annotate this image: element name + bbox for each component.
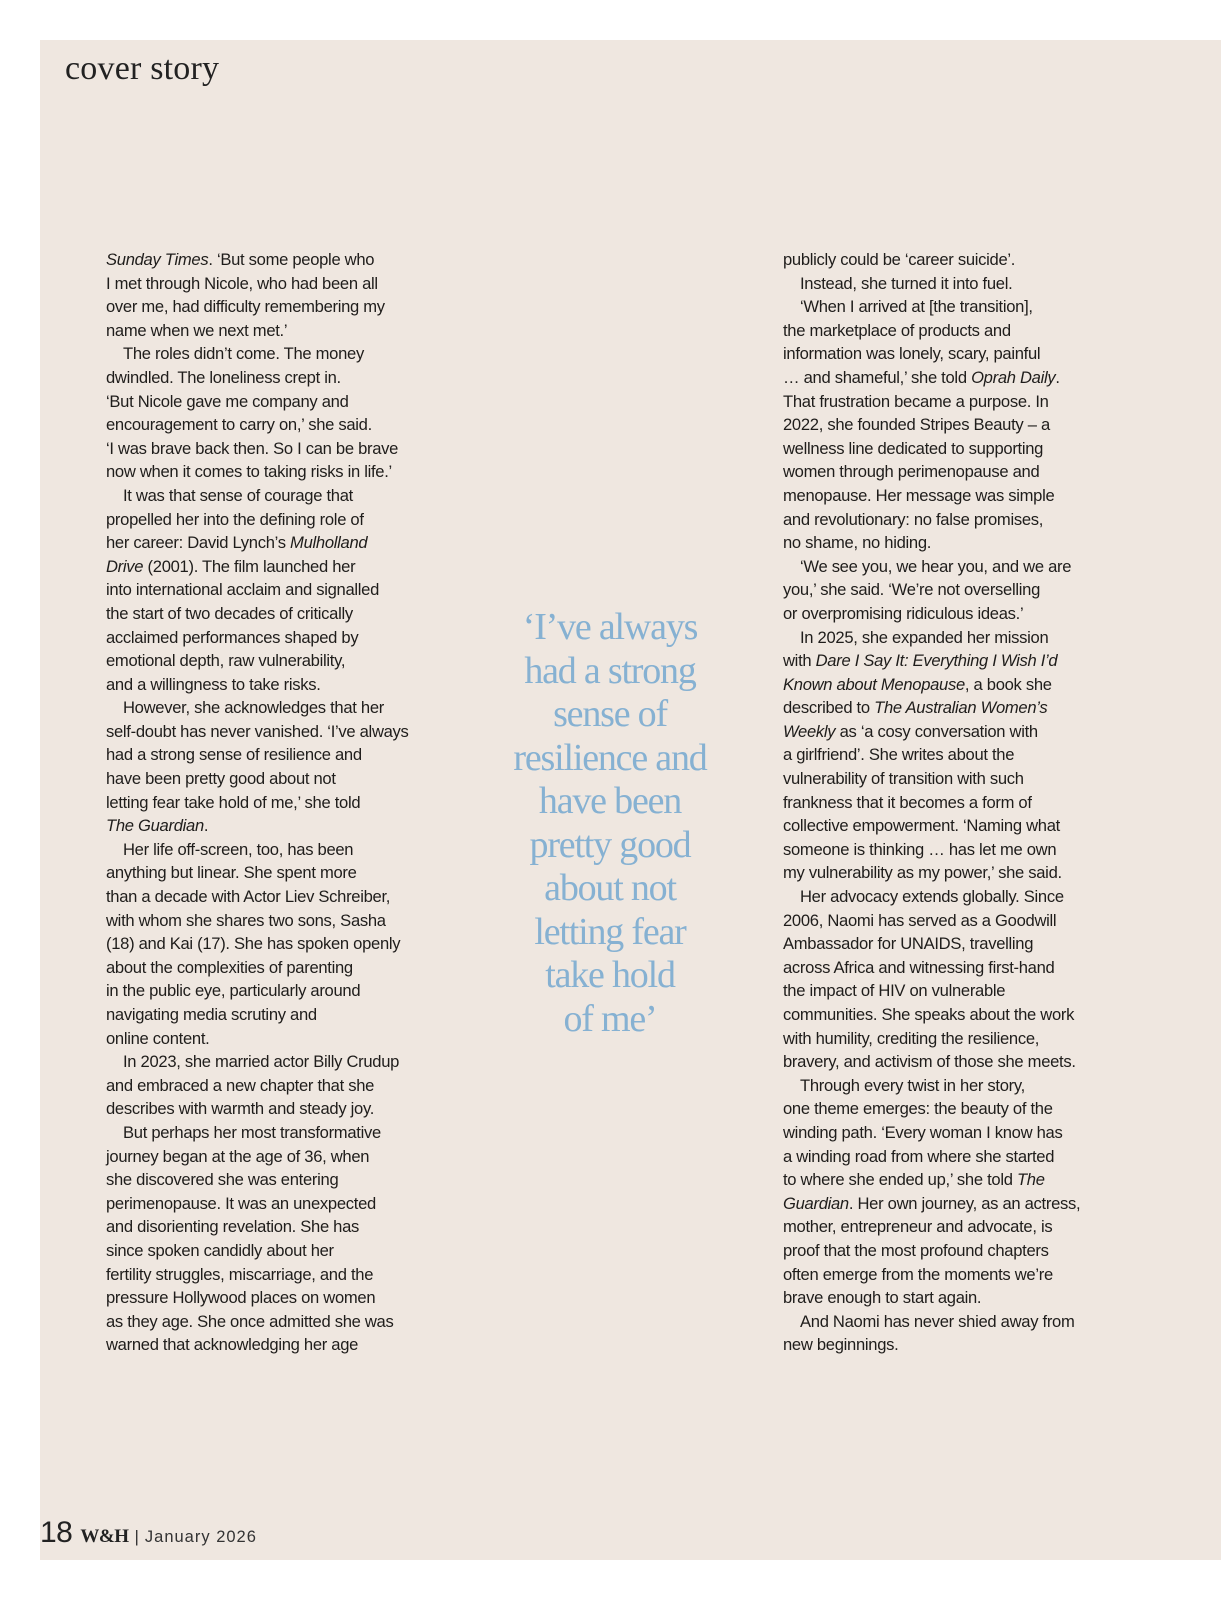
pull-quote-line: about not [544, 867, 676, 909]
text-run: dwindled. The loneliness crept in. [106, 367, 341, 387]
text-line [106, 1333, 436, 1357]
text-line [106, 814, 436, 838]
text-run: ‘But Nicole gave me company and [106, 391, 349, 411]
text-run: fertility struggles, miscarriage, and the [106, 1264, 374, 1284]
text-run: I met through Nicole, who had been all [106, 273, 378, 293]
text-run: Instead, she turned it into fuel. [800, 273, 1013, 293]
text-run: self-doubt has never vanished. ‘I’ve always [106, 721, 409, 741]
text-line [106, 508, 436, 532]
text-line [106, 342, 436, 366]
text-run: now when it comes to taking risks in life.’ [106, 462, 392, 482]
text-line [783, 460, 1123, 484]
text-line [106, 1097, 436, 1121]
text-run: . Her own journey, as an actress, [848, 1193, 1081, 1213]
text-line [783, 1003, 1123, 1027]
text-line [106, 861, 436, 885]
text-line [106, 649, 436, 673]
text-line [106, 979, 436, 1003]
text-run: 2006, Naomi has served as a Goodwill [783, 910, 1057, 930]
italic-text: The [1016, 1170, 1045, 1190]
text-run: with whom she shares two sons, Sasha [106, 910, 386, 930]
italic-text: The Australian Women’s [874, 698, 1048, 718]
text-run: winding path. ‘Every woman I know has [783, 1122, 1063, 1142]
italic-text: Drive [106, 556, 144, 576]
text-line [106, 1027, 436, 1051]
text-run: in the public eye, particularly around [106, 981, 361, 1001]
text-run: describes with warmth and steady joy. [106, 1099, 375, 1119]
text-line [783, 1333, 1123, 1357]
text-run: she discovered she was entering [106, 1170, 339, 1190]
text-line [106, 248, 436, 272]
text-line [106, 1074, 436, 1098]
text-line [783, 649, 1123, 673]
text-run: proof that the most profound chapters [783, 1240, 1049, 1260]
text-run: bravery, and activism of those she meets. [783, 1052, 1076, 1072]
magazine-page [40, 40, 1221, 1560]
text-run: my vulnerability as my power,’ she said. [783, 863, 1062, 883]
text-line [783, 413, 1123, 437]
text-run: , a book she [964, 674, 1052, 694]
text-run: with humility, crediting the resilience, [783, 1028, 1040, 1048]
text-run: women through perimenopause and [783, 462, 1040, 482]
pull-quote-line: have been [538, 780, 682, 822]
text-line [783, 932, 1123, 956]
text-run: information was lonely, scary, painful [783, 344, 1041, 364]
text-line [106, 1239, 436, 1263]
text-run: her career: David Lynch’s [106, 533, 291, 553]
italic-text: Sunday Times [106, 250, 209, 269]
pull-quote-line: resilience and [513, 736, 707, 779]
text-line [783, 838, 1123, 862]
text-run: have been pretty good about not [106, 769, 336, 789]
text-line [106, 696, 436, 720]
text-run: mother, entrepreneur and advocate, is [783, 1217, 1053, 1237]
pull-quote [480, 606, 740, 1041]
text-run: It was that sense of courage that [123, 485, 353, 505]
text-run: (18) and Kai (17). She has spoken openly [106, 934, 401, 954]
text-line [783, 1168, 1123, 1192]
text-run: a girlfriend’. She writes about the [783, 745, 1015, 765]
text-run: brave enough to start again. [783, 1288, 982, 1308]
text-run: letting fear take hold of me,’ she told [106, 792, 361, 812]
text-run: Through every twist in her story, [800, 1075, 1025, 1095]
text-line [106, 460, 436, 484]
text-line [106, 272, 436, 296]
italic-text: The Guardian [106, 816, 204, 836]
text-run: to where she ended up,’ she told [783, 1170, 1017, 1190]
text-line [106, 390, 436, 414]
text-run: or overpromising ridiculous ideas.’ [783, 603, 1024, 623]
text-line [106, 885, 436, 909]
text-line [106, 578, 436, 602]
text-line [783, 1239, 1123, 1263]
text-line [106, 1050, 436, 1074]
footer-separator: | [134, 1527, 139, 1546]
text-line [783, 1286, 1123, 1310]
text-run: Ambassador for UNAIDS, travelling [783, 934, 1034, 954]
text-line [783, 626, 1123, 650]
text-line [106, 838, 436, 862]
pull-quote-line: ‘I’ve always [522, 606, 698, 648]
text-run: no shame, no hiding. [783, 533, 932, 553]
text-run: and a willingness to take risks. [106, 674, 321, 694]
text-run: warned that acknowledging her age [106, 1335, 359, 1355]
text-line [783, 696, 1123, 720]
text-line [783, 342, 1123, 366]
text-run: However, she acknowledges that her [123, 698, 384, 718]
text-run: communities. She speaks about the work [783, 1005, 1075, 1024]
text-run: ‘I was brave back then. So I can be brave [106, 438, 399, 458]
text-line [783, 1027, 1123, 1051]
text-line [783, 366, 1123, 390]
text-run: . [203, 816, 209, 836]
italic-text: Dare I Say It: Everything I Wish I’d [815, 651, 1058, 671]
pull-quote-line: letting fear [534, 910, 686, 953]
text-run: In 2025, she expanded her mission [800, 627, 1049, 647]
text-line [783, 673, 1123, 697]
text-line [783, 319, 1123, 343]
text-run: ‘When I arrived at [the transition], [800, 297, 1033, 317]
text-line [783, 1097, 1123, 1121]
text-line [783, 885, 1123, 909]
text-run: name when we next met.’ [106, 320, 288, 340]
text-line [106, 555, 436, 579]
text-run: navigating media scrutiny and [106, 1005, 317, 1024]
text-run: In 2023, she married actor Billy Crudup [123, 1052, 400, 1072]
issue-date: January 2026 [144, 1528, 257, 1546]
text-line [106, 1215, 436, 1239]
italic-text: Mulholland [290, 533, 368, 553]
text-run: And Naomi has never shied away from [800, 1311, 1075, 1331]
text-line [106, 767, 436, 791]
text-line [106, 437, 436, 461]
text-line [783, 861, 1123, 885]
text-run: someone is thinking … has let me own [783, 839, 1057, 859]
text-run: over me, had difficulty remembering my [106, 297, 385, 317]
text-line [783, 979, 1123, 1003]
pull-quote-line: take hold [545, 954, 675, 996]
text-run: the impact of HIV on vulnerable [783, 981, 1006, 1001]
article-column-left [106, 248, 436, 1357]
page-number: 18 [40, 1516, 73, 1549]
text-line [783, 272, 1123, 296]
text-line [783, 555, 1123, 579]
text-run: collective empowerment. ‘Naming what [783, 816, 1060, 836]
text-line [106, 1168, 436, 1192]
text-run: across Africa and witnessing first-hand [783, 957, 1055, 977]
text-run: Her advocacy extends globally. Since [800, 887, 1064, 907]
text-line [106, 791, 436, 815]
text-run: pressure Hollywood places on women [106, 1288, 376, 1308]
italic-text: Known about Menopause [783, 674, 965, 694]
text-run: acclaimed performances shaped by [106, 627, 359, 647]
article-column-right [783, 248, 1123, 1357]
text-line [106, 626, 436, 650]
text-run: 2022, she founded Stripes Beauty – a [783, 415, 1050, 435]
text-run: one theme emerges: the beauty of the [783, 1099, 1053, 1119]
text-run: with [783, 651, 816, 671]
text-line [783, 956, 1123, 980]
text-run: had a strong sense of resilience and [106, 745, 362, 765]
text-line [783, 1263, 1123, 1287]
text-run: The roles didn’t come. The money [123, 344, 364, 364]
text-run: propelled her into the defining role of [106, 509, 364, 529]
text-run: as ‘a cosy conversation with [835, 721, 1038, 741]
text-line [783, 767, 1123, 791]
text-line [106, 909, 436, 933]
text-run: But perhaps her most transformative [123, 1122, 381, 1142]
text-line [783, 720, 1123, 744]
text-line [106, 531, 436, 555]
text-run: frankness that it becomes a form of [783, 792, 1032, 812]
italic-text: Oprah Daily [971, 367, 1056, 387]
text-line [106, 1003, 436, 1027]
text-run: than a decade with Actor Liev Schreiber, [106, 887, 391, 907]
text-run: and embraced a new chapter that she [106, 1075, 375, 1095]
text-run: described to [783, 698, 875, 718]
pull-quote-line: sense of [553, 693, 667, 735]
text-line [106, 413, 436, 437]
text-line [106, 673, 436, 697]
text-line [106, 1121, 436, 1145]
text-line [783, 1074, 1123, 1098]
text-run: … and shameful,’ she told [783, 367, 972, 387]
text-line [106, 1145, 436, 1169]
text-line [106, 1310, 436, 1334]
text-run: That frustration became a purpose. In [783, 391, 1049, 411]
text-run: and revolutionary: no false promises, [783, 509, 1044, 529]
section-label: cover story [65, 50, 220, 87]
text-run: about the complexities of parenting [106, 957, 353, 977]
text-line [106, 956, 436, 980]
text-line [783, 602, 1123, 626]
text-line [783, 814, 1123, 838]
text-line [106, 1263, 436, 1287]
text-line [106, 484, 436, 508]
pull-quote-line: pretty good [529, 823, 691, 866]
pull-quote-line: had a strong [524, 649, 696, 692]
text-run: emotional depth, raw vulnerability, [106, 651, 346, 671]
text-run: new beginnings. [783, 1335, 899, 1355]
text-line [106, 295, 436, 319]
text-run: a winding road from where she started [783, 1146, 1055, 1166]
text-line [783, 1192, 1123, 1216]
text-line [783, 508, 1123, 532]
text-run: publicly could be ‘career suicide’. [783, 250, 1016, 269]
text-line [783, 1050, 1123, 1074]
text-line [783, 295, 1123, 319]
text-line [783, 743, 1123, 767]
text-run: as they age. She once admitted she was [106, 1311, 394, 1331]
italic-text: Guardian [783, 1193, 849, 1213]
text-line [106, 602, 436, 626]
text-line [783, 1121, 1123, 1145]
text-run: Her life off-screen, too, has been [123, 839, 354, 859]
text-run: (2001). The film launched her [143, 556, 356, 576]
text-run: into international acclaim and signalled [106, 580, 380, 600]
text-line [106, 743, 436, 767]
page-footer [40, 1516, 257, 1550]
text-run: the marketplace of products and [783, 320, 1011, 340]
text-run: . ‘But some people who [208, 250, 375, 269]
text-run: wellness line dedicated to supporting [783, 438, 1044, 458]
text-line [106, 1192, 436, 1216]
text-line [106, 319, 436, 343]
text-line [106, 932, 436, 956]
text-line [783, 791, 1123, 815]
text-run: vulnerability of transition with such [783, 769, 1024, 789]
text-line [106, 1286, 436, 1310]
italic-text: Weekly [783, 721, 836, 741]
text-line [783, 1145, 1123, 1169]
pull-quote-line: of me’ [563, 997, 657, 1040]
text-line [106, 366, 436, 390]
text-line [783, 578, 1123, 602]
text-line [783, 531, 1123, 555]
text-run: anything but linear. She spent more [106, 863, 357, 883]
text-line [783, 437, 1123, 461]
text-line [106, 720, 436, 744]
text-line [783, 248, 1123, 272]
text-run: menopause. Her message was simple [783, 485, 1055, 505]
text-run: since spoken candidly about her [106, 1240, 334, 1260]
text-run: journey began at the age of 36, when [106, 1146, 370, 1166]
text-run: encouragement to carry on,’ she said. [106, 415, 372, 435]
text-run: ‘We see you, we hear you, and we are [800, 556, 1072, 576]
text-run: online content. [106, 1028, 210, 1048]
text-run: and disorienting revelation. She has [106, 1217, 360, 1237]
text-run: the start of two decades of critically [106, 603, 353, 623]
text-run: you,’ she said. ‘We’re not overselling [783, 580, 1041, 600]
text-line [783, 1310, 1123, 1334]
text-run: often emerge from the moments we’re [783, 1264, 1053, 1284]
text-line [783, 390, 1123, 414]
publication-logo: W&H [80, 1526, 129, 1547]
text-line [783, 484, 1123, 508]
text-run: . [1055, 367, 1060, 387]
text-line [783, 1215, 1123, 1239]
text-run: perimenopause. It was an unexpected [106, 1193, 376, 1213]
text-line [783, 909, 1123, 933]
